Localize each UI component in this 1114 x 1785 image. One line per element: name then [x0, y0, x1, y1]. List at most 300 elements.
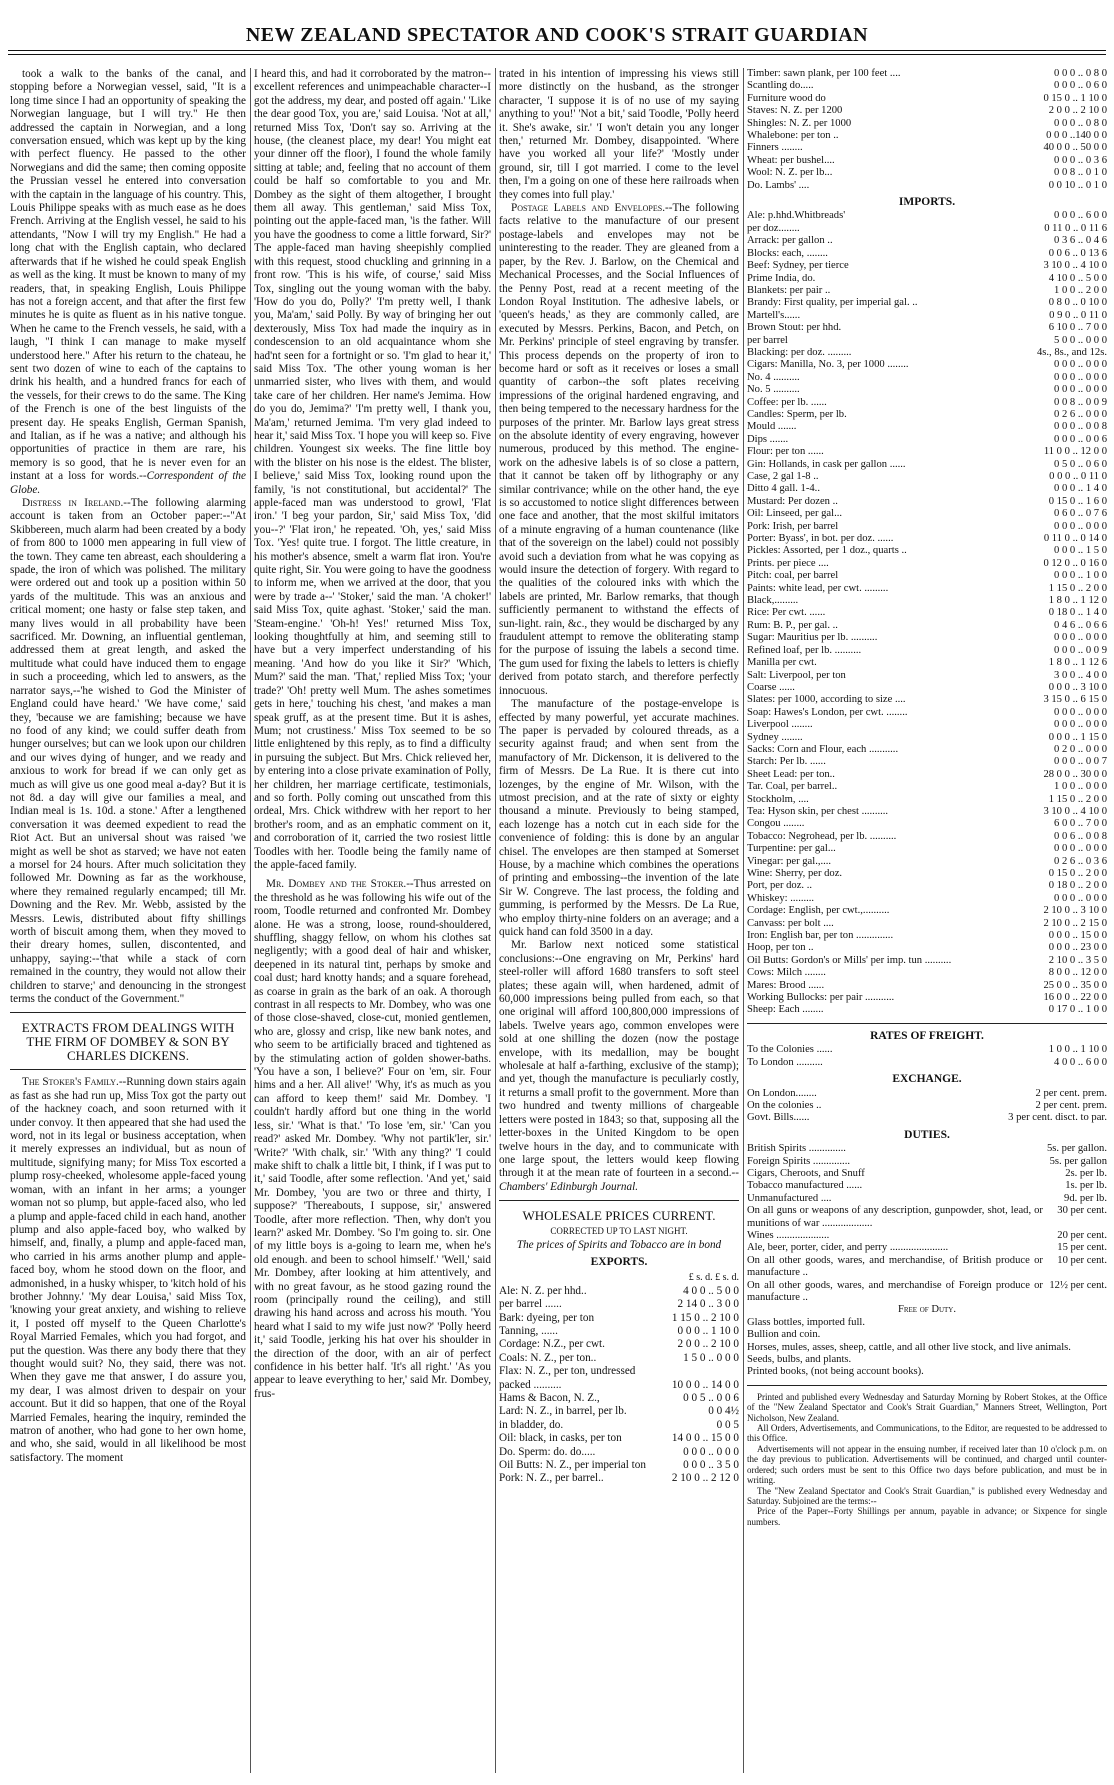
price-item: Tobacco: Negrohead, per lb. .......... [747, 830, 897, 842]
price-value: 2 10 0 .. 2 12 0 [671, 1472, 739, 1485]
price-row [747, 781, 1107, 793]
price-value: 0 0 0 .. 6 0 0 [1054, 210, 1107, 222]
price-item: On all other goods, wares, and merchandise of Foreign produce or manufacture .. [747, 1279, 1043, 1303]
price-value: 14 0 0 .. 15 0 0 [671, 1432, 739, 1445]
price-item: Cigars: Manilla, No. 3, per 1000 ........ [747, 359, 909, 371]
price-row [747, 434, 1107, 446]
price-row [747, 142, 1107, 154]
price-value: 0 0 0 .. 0 0 8 [1054, 421, 1107, 433]
price-value: 0 0 5 [716, 1418, 739, 1431]
price-row [747, 496, 1107, 508]
price-item: Porter: Byass', in bot. per doz. ...... [747, 533, 894, 545]
price-row [747, 223, 1107, 235]
price-item: Canvass: per bolt .... [747, 917, 834, 929]
price-item: Soap: Hawes's London, per cwt. ........ [747, 706, 908, 718]
price-item: Port, per doz. .. [747, 880, 813, 892]
price-value: 1 15 0 .. 2 0 0 [1048, 582, 1107, 594]
price-row [747, 1168, 1107, 1180]
price-item: Mould ....... [747, 421, 797, 433]
price-value: 30 per cent. [1057, 1205, 1107, 1217]
price-item: To the Colonies ...... [747, 1044, 833, 1056]
price-row [747, 570, 1107, 582]
price-row [747, 583, 1107, 595]
price-row [747, 105, 1107, 117]
price-row [747, 732, 1107, 744]
price-value: 0 0 0 .. 0 0 7 [1054, 756, 1107, 768]
price-item: Working Bullocks: per pair ........... [747, 992, 895, 1004]
price-row [747, 818, 1107, 830]
price-row [747, 1088, 1107, 1100]
price-value: 3 15 0 .. 6 15 0 [1043, 694, 1107, 706]
price-item: Tar. Coal, per barrel.. [747, 781, 838, 793]
duties-heading: DUTIES. [904, 1128, 950, 1141]
price-row [747, 967, 1107, 979]
price-row [747, 707, 1107, 719]
price-item: Liverpool ........ [747, 719, 813, 731]
price-item: Wool: N. Z. per lb... [747, 167, 833, 179]
price-value: 0 0 10 .. 0 1 0 [1048, 179, 1107, 191]
article-paragraph: The manufacture of the postage-envelope is effected by many powerful, yet accurate machines. The paper is pervaded by coloured threads, as a security against fraud; and when sent from the manufactory of Mr. Dickenson, it is delivered to the firm of Messrs. De La Rue. It is there cut into lozenges, by the engine of Mr. Wilson, with the utmost precision, and at the rate of sixty or eighty thousand a minute. Previously to being stamped, each lozenge has a notch cut in each side for the convenience of folding: this is done by an angular chisel. The envelopes are then stamped at Somerset House, by a machine which combines the operations of printing and embossing--the invention of the late Sir W. Congreve. The last process, the folding and gumming, is performed by the Messrs. De La Rue, who employ thirty-nine folders on an average; and a quick hand can fold 3500 in a day. [499, 698, 739, 938]
price-row [747, 68, 1107, 80]
price-row [747, 980, 1107, 992]
price-value: 2 14 0 .. 3 0 0 [677, 1298, 739, 1311]
price-row [747, 273, 1107, 285]
price-value: 1 0 0 .. 1 10 0 [1048, 1044, 1107, 1056]
price-value: 1s. per lb. [1065, 1180, 1107, 1192]
price-row [499, 1446, 739, 1459]
price-value: 0 17 0 .. 1 0 0 [1048, 1004, 1107, 1016]
exports-table [499, 1285, 739, 1486]
price-row [747, 719, 1107, 731]
price-row [747, 459, 1107, 471]
price-row [747, 880, 1107, 892]
price-row [747, 1255, 1107, 1280]
price-value: 0 6 0 .. 0 7 6 [1054, 508, 1107, 520]
price-value: 0 9 0 .. 0 11 0 [1049, 309, 1107, 321]
price-item: Iron: English bar, per ton .............. [747, 930, 894, 942]
price-item: Staves: N. Z. per 1200 [747, 105, 843, 117]
price-row [747, 1100, 1107, 1112]
price-row [747, 992, 1107, 1004]
price-row [747, 310, 1107, 322]
price-value: 2 per cent. prem. [1035, 1099, 1107, 1111]
price-row [747, 645, 1107, 657]
price-item: Pickles: Assorted, per 1 doz., quarts .. [747, 545, 907, 557]
prices-title: WHOLESALE PRICES CURRENT. [522, 1208, 716, 1224]
freight-heading: RATES OF FREIGHT. [870, 1029, 984, 1042]
price-item: Brandy: First quality, per imperial gal. .. [747, 297, 918, 309]
price-value: 0 8 0 .. 0 10 0 [1048, 297, 1107, 309]
price-value: 0 0 0 .. 1 0 0 [1054, 570, 1107, 582]
price-item: Whalebone: per ton .. [747, 130, 839, 142]
price-row [747, 322, 1107, 334]
price-item: Sheet Lead: per ton.. [747, 768, 835, 780]
price-value: 5s. per gallon [1049, 1155, 1107, 1167]
price-value: 0 15 0 .. 1 10 0 [1043, 92, 1107, 104]
column-divider [743, 68, 744, 1773]
price-value: 2 0 0 .. 2 10 0 [677, 1338, 739, 1351]
price-value: 0 2 0 .. 0 0 0 [1054, 743, 1107, 755]
price-item: Pitch: coal, per barrel [747, 570, 839, 582]
price-row [747, 155, 1107, 167]
price-item: Mustard: Per dozen .. [747, 495, 838, 507]
price-row [747, 297, 1107, 309]
price-value: 0 0 0 .. 1 10 0 [677, 1324, 739, 1337]
price-item: Prints. per piece .... [747, 557, 829, 569]
price-item: in bladder, do. [499, 1418, 564, 1431]
price-item: To London .......... [747, 1056, 823, 1068]
price-row [747, 942, 1107, 954]
price-item: Hoop, per ton .. [747, 942, 814, 954]
imports-table [747, 210, 1107, 1016]
price-value: 0 11 0 .. 0 14 0 [1043, 533, 1107, 545]
price-item: Refined loaf, per lb. .......... [747, 644, 862, 656]
section-rule [499, 1200, 739, 1201]
article-source: Chambers' Edinburgh Journal. [499, 1180, 639, 1193]
price-row [747, 248, 1107, 260]
price-item: Wine: Sherry, per doz. [747, 868, 843, 879]
price-item: Wines .................... [747, 1229, 830, 1241]
column-1 [10, 68, 246, 1773]
price-row [747, 856, 1107, 868]
price-row [747, 533, 1107, 545]
price-value: 0 0 0 .. 0 0 0 [1054, 384, 1107, 396]
price-value: 2s. per lb. [1065, 1167, 1107, 1179]
price-row [747, 607, 1107, 619]
price-value: 0 0 0 .. 0 0 0 [1054, 892, 1107, 904]
price-item: On the colonies .. [747, 1099, 822, 1111]
price-item: Sheep: Each ........ [747, 1004, 824, 1016]
price-row [499, 1379, 739, 1392]
price-item: Ditto 4 gall. 1-4.. [747, 483, 820, 495]
imports-heading: IMPORTS. [898, 196, 956, 209]
price-value: 15 per cent. [1057, 1242, 1107, 1254]
price-value: 1 15 0 .. 2 10 0 [671, 1311, 739, 1324]
price-item: On all guns or weapons of any description, gunpowder, shot, lead, or munitions of war ................... [747, 1205, 1043, 1229]
price-row [499, 1405, 739, 1418]
imprint-paragraph: Advertisements will not appear in the ensuing number, if received later than 10 o'clock p.m. on the day previous to publication. Advertisements will be continued, and charged until counter-ordered; such orders must be sent to this Office two days before publication, and must be in writing. [747, 1443, 1107, 1486]
price-value: 1 0 0 .. 2 0 0 [1054, 284, 1107, 296]
price-row [747, 670, 1107, 682]
price-value: 1 0 0 .. 0 0 0 [1054, 781, 1107, 793]
price-value: 0 0 0 .. 0 6 0 [1054, 80, 1107, 92]
price-row [747, 260, 1107, 272]
price-value: 3 0 0 .. 4 0 0 [1054, 669, 1107, 681]
price-row [747, 955, 1107, 967]
price-value: 0 15 0 .. 1 6 0 [1048, 495, 1107, 507]
price-row [499, 1459, 739, 1472]
price-row [747, 508, 1107, 520]
price-row [747, 471, 1107, 483]
price-item: Pork: Irish, per barrel [747, 520, 839, 532]
timber-table [747, 68, 1107, 192]
price-item: Sugar: Mauritius per lb. .......... [747, 632, 878, 644]
price-item: Congou ........ [747, 818, 805, 830]
price-value: 9d. per lb. [1064, 1192, 1107, 1204]
price-item: Blacking: per doz. ......... [747, 346, 852, 358]
price-row [747, 558, 1107, 570]
price-row [747, 1230, 1107, 1242]
price-row [499, 1392, 739, 1405]
price-item: Coals: N. Z., per ton.. [499, 1351, 597, 1364]
price-item: Paints: white lead, per cwt. ......... [747, 582, 889, 594]
price-row [499, 1298, 739, 1311]
price-item: Dips ....... [747, 433, 789, 445]
article-heading: Postage Labels and Envelopes. [511, 202, 666, 215]
price-row [747, 657, 1107, 669]
price-row [747, 421, 1107, 433]
price-item: Vinegar: per gal.,.... [747, 855, 832, 867]
article-paragraph: Mr. Barlow next noticed some statistical conclusions:--One engraving on Mr, Perkins' hard steel-roller will afford 1680 transfers to soft steel plates; these again will, when hardened, admit of 60,000 impressions being pulled from each, so that one original will afford 100,800,000 impressions of labels. Twelve years ago, common envelopes were sold at one shilling the dozen (now the postage envelope, with its medallion, may be bought wholesale at half a-farthing, exclusive of the stamp); and yet, though the manufacture is peculiarly costly, it returns a small profit to the government. More than two hundred and twenty millions of chargeable letters were posted in 1843; so that, supposing all the letter-boxes in the United Kingdom to be open twelve hours in the day, and to communicate with one large spout, the letters would keep flowing through it at the mean rate of fourteen in a second.--Chambers' Edinburgh Journal. [499, 939, 739, 1193]
article-paragraph: took a walk to the banks of the canal, and stopping before a Norwegian vessel, said, "It is a long time since I had an opportunity of speaking the Norwegian language, but I will try." He then addressed the captain in Norwegian, and a long conversation ensued, which was kept up by the king with perfect fluency. He passed to the other Norwegians and did the same; then coming opposite the Prussian vessel he entered into conversation with the captain in the language of his country. This, Louis Philippe speaks with as much ease as he does French. Arriving at the English vessel, he said to his attendants, "Now I will try my English." He had a long chat with the English captain, who declared afterwards that if he wished he could speak English as well as the king. It must be known to many of my readers, that, in speaking English, Louis Philippe has not a foreign accent, and that after the first few minutes he is quite as fluent as in his native tongue. When he came to the French vessels, he said, with a laugh, "I think I can manage to make myself understood here." After his return to the chateau, he sent two dozen of wine to each of the captains to drink his health, and a hundred francs for each of the vessels, for their crews to do the same. The King of the French is one of the best linguists of the present day. He speaks English, German Spanish, and Italian, as if he was a native; and although his opportunities of practice in them are rare, his memory is so good, that he is never even for an instant at a loss for words.--Correspondent of the Globe. [10, 68, 246, 496]
imprint-paragraph: All Orders, Advertisements, and Communications, to the Editor, are requested to be addressed to this Office. [747, 1423, 1107, 1444]
price-row [747, 409, 1107, 421]
article-paragraph: trated in his intention of impressing his views still more distinctly on the husband, as the stronger character, 'I suppose it is of no use of my saying anything to you!' 'Not a bit,' said Toodle, 'Polly heerd it. She's awake, sir.' 'I won't detain you any longer then,' returned Mr. Dombey, disappointed. 'Where have you worked all your life?' 'Mostly under ground, sir, till I got married. I come to the level then, I'm a going on one of these here railroads when they comes into full play.' [499, 68, 739, 201]
imprint [747, 1392, 1107, 1527]
price-value: 2 10 0 .. 3 5 0 [1048, 954, 1107, 966]
price-item: Arrack: per gallon .. [747, 235, 833, 247]
article-paragraph: Postage Labels and Envelopes.--The following facts relative to the manufacture of our present postage-labels and envelopes may not be uninteresting to the reader. They are gleaned from a paper, by the Rev. J. Barlow, on the Chemical and Mechanical Processes, and the Social Influences of the Penny Post, read at a recent meeting of the London Royal Institution. The adhesive labels, or 'queen's heads,' as they are commonly called, are executed by Messrs. Perkins, Bacon, and Petch, on Mr. Perkins' principle of steel engraving by transfer. This process depends on the property of iron to become hard or soft as it receives or loses a small quantity of carbon--the soft plates receiving impressions of the original hardened engraving, and then being tempered to the necessary hardness for the purposes of the printer. Mr. Barlow lays great stress on the absolute identity of every engraving, however numerous, produced by this method. The engine-work on the adhesive labels is of so close a pattern, that it cannot be taken off by lithography or any similar contrivance; while on the other hand, the eye is so accustomed to notice slight differences between one face and another, that the most skilful imitators of a minute engraving of a human countenance (like that of the sovereign on the label) could not possibly avoid such a deviation from what he was copying as would insure the detection of forgery. With regard to the qualities of the coloured inks with which the labels are printed, Mr. Barlow remarks, that though sufficiently permanent to withstand the effects of sun-light. rain, &c., they would be discharged by any fraudulent attempt to remove the obliterating stamp for the purpose of issuing the labels a second time. The gum used for fixing the labels to letters is chiefly derived from potato starch, and therefore perfectly innocuous. [499, 202, 739, 697]
price-value: 0 0 0 .. 0 0 0 [1054, 706, 1107, 718]
price-item: Blocks: each, ........ [747, 247, 828, 259]
price-item: Tobacco manufactured ...... [747, 1180, 863, 1192]
price-item: Prime India, do. [747, 272, 816, 284]
price-row [747, 843, 1107, 855]
price-item: Tanning, ...... [499, 1324, 558, 1337]
free-item: Seeds, bulbs, and plants. [747, 1354, 852, 1366]
freight-table [747, 1044, 1107, 1069]
column-3 [499, 68, 739, 1773]
price-value: 0 0 0 .. 0 8 0 [1054, 68, 1107, 79]
price-item: Oil: Linseed, per gal... [747, 508, 843, 520]
price-row [747, 93, 1107, 105]
free-item: Printed books, (not being account books). [747, 1366, 924, 1378]
price-item: Blankets: per pair .. [747, 284, 831, 296]
price-value: 0 0 0 .. 0 0 9 [1054, 644, 1107, 656]
price-row [747, 1143, 1107, 1155]
price-value: 5s. per gallon. [1046, 1143, 1107, 1155]
price-item: packed .......... [499, 1378, 562, 1391]
price-value: 0 0 8 .. 0 1 0 [1054, 167, 1107, 179]
price-row [747, 632, 1107, 644]
price-item: per doz........ [747, 222, 800, 234]
price-value: 0 0 0 .. 0 11 0 [1049, 471, 1107, 482]
imprint-paragraph: Price of the Paper--Forty Shillings per annum, payable in advance; or Sixpence for single numbers. [747, 1506, 1107, 1527]
price-row [499, 1352, 739, 1365]
price-item: Rice: Per cwt. ...... [747, 607, 826, 619]
price-item: Do. Sperm: do. do..... [499, 1445, 596, 1458]
section-title: EXTRACTS FROM DEALINGS WITH THE FIRM OF DOMBEY & SON BY CHARLES DICKENS. [21, 1020, 235, 1064]
price-value: 0 0 6 .. 0 13 6 [1048, 247, 1107, 259]
exports-heading: EXPORTS. [590, 1255, 648, 1268]
price-item: Manilla per cwt. [747, 657, 817, 669]
article-heading: The Stoker's Family. [22, 1076, 119, 1089]
price-item: Do. Lambs' .... [747, 179, 810, 191]
price-value: 0 0 0 .. 0 3 6 [1054, 154, 1107, 166]
price-value: 4 0 0 .. 6 0 0 [1054, 1056, 1107, 1068]
price-item: Rum: B. P., per gal. .. [747, 619, 838, 631]
price-item: Timber: sawn plank, per 100 feet .... [747, 68, 901, 79]
price-row [747, 868, 1107, 880]
price-item: Flour: per ton ...... [747, 446, 824, 458]
price-value: 0 0 4½ [708, 1405, 739, 1418]
price-row [747, 682, 1107, 694]
price-row [747, 595, 1107, 607]
price-value: 2 0 0 .. 2 10 0 [1048, 105, 1107, 117]
price-value: 6 0 0 .. 7 0 0 [1054, 818, 1107, 830]
price-value: 0 0 0 .. 0 0 0 [1054, 371, 1107, 383]
column-2 [254, 68, 491, 1773]
free-list [747, 1317, 1107, 1379]
price-value: 0 0 0 .. 0 0 0 [1054, 843, 1107, 855]
price-value: 0 18 0 .. 2 0 0 [1048, 880, 1107, 892]
price-row [499, 1338, 739, 1351]
price-item: Ale, beer, porter, cider, and perry ...................... [747, 1242, 949, 1254]
price-value: 4 0 0 .. 5 0 0 [683, 1284, 739, 1297]
price-row [747, 930, 1107, 942]
price-value: 0 0 0 .. 0 0 0 [1054, 520, 1107, 532]
price-item: Govt. Bills...... [747, 1112, 810, 1124]
price-item: On London........ [747, 1087, 817, 1099]
price-value: 0 0 0 ..140 0 0 [1046, 130, 1107, 142]
price-row [499, 1325, 739, 1338]
price-item: Cordage: N.Z., per cwt. [499, 1338, 605, 1351]
price-value: 0 0 0 .. 0 0 0 [683, 1445, 739, 1458]
price-item: Tea: Hyson skin, per chest .......... [747, 805, 889, 817]
column-4 [747, 68, 1107, 1773]
price-value: 2 per cent. prem. [1035, 1087, 1107, 1099]
price-value: 2 10 0 .. 2 15 0 [1043, 917, 1107, 929]
price-row [747, 359, 1107, 371]
prices-note: The prices of Spirits and Tobacco are in bond [516, 1238, 722, 1251]
exchange-table [747, 1088, 1107, 1125]
price-value: 16 0 0 .. 22 0 0 [1043, 992, 1107, 1004]
price-value: 0 2 6 .. 0 3 6 [1054, 855, 1107, 867]
price-value: 0 0 0 .. 3 5 0 [683, 1459, 739, 1472]
price-value: 8 0 0 .. 12 0 0 [1048, 967, 1107, 979]
price-value: 4 10 0 .. 5 0 0 [1048, 272, 1107, 284]
price-value: 10 0 0 .. 14 0 0 [671, 1378, 739, 1391]
article-paragraph: Distress in Ireland.--The following alarming account is taken from an October paper:--"At Skibbereen, much alarm had been created by a body of from 800 to 1000 men appearing in full view of the town. They came ten abreast, each shouldering a spade, the iron of which was polished. The military were ordered out and took up a position within 50 yards of the multitude. This was an anxious and critical moment; one hasty or false step taken, and many lives would in all probability have been sacrificed. Mr. Downing, an influential gentleman, addressed them at great length, and asked the multitude what could have induced them to engage in such a proceeding, which led to answers, as the narrator says,--'he wished to God the Minister of England could have heard.' 'We have come,' said they, 'because we are famishing; because we have no food of any kind; we could suffer death from hunger ourselves; but can we look upon our children and our wives dying of hunger, and we ready and anxious to work for bread if we can only get as much as will give us one good meal a-day? But it is not 8d. a day will give our families a meal, and Indian meal is 1s. 10d. a stone.' After a lengthened conversation it was deemed expedient to read the Riot Act. But an universal shout was raised 'we might as well be shot as starved; we have not eaten a morsel for 24 hours. After much solicitation they followed Mr. Downing as far as the workhouse, where they remained regularly encamped; till Mr. Downing and the Rev. Mr. Webb, assisted by the Messrs. Lewis, distributed about fifty shillings worth of biscuit among them, when they moved to their dreary homes, sullen, discontented, and unhappy, saying:--'that while a stack of corn remained in the country, they would not allow their children to starve;' and denouncing in the strongest terms the conduct of the Government." [10, 497, 246, 1006]
price-item: Shingles: N. Z. per 1000 [747, 117, 852, 129]
price-item: Pork: N. Z., per barrel.. [499, 1472, 604, 1485]
free-item: Bullion and coin. [747, 1329, 821, 1341]
price-value: 0 15 0 .. 2 0 0 [1048, 868, 1107, 879]
price-value: 0 12 0 .. 0 16 0 [1043, 557, 1107, 569]
price-row [747, 1156, 1107, 1168]
price-item: Cows: Milch ........ [747, 967, 826, 979]
price-row [499, 1419, 739, 1432]
free-item: Horses, mules, asses, sheep, cattle, and all other live stock, and live animals. [747, 1341, 1071, 1353]
price-value: 1 8 0 .. 1 12 6 [1048, 657, 1107, 669]
masthead-rule [8, 50, 1106, 55]
price-row [747, 545, 1107, 557]
price-item: On all other goods, wares, and merchandise, of British produce or manufacture .. [747, 1254, 1043, 1279]
price-item: Furniture wood do [747, 92, 826, 104]
price-row [747, 1180, 1107, 1192]
article-paragraph: Mr. Dombey and the Stoker.--Thus arrested on the threshold as he was following his wife out of the room, Toodle returned and confronted Mr. Dombey alone. He was a strong, loose, round-shouldered, shuffling, shaggy fellow, on whom his clothes sat negligently; with a good deal of hair and whisker, deepened in its natural tint, perhaps by smoke and coal dust; hard knotty hands; and a square forehead, as coarse in grain as the bark of an oak. A thorough contrast in all respects to Mr. Dombey, who was one of those close-shaved, close-cut, monied gentlemen, who are, glossy and crisp, like new bank notes, and who seem to be artificially braced and tightened as by the stimulating action of golden shower-baths. 'You have a son, I believe?' Four on 'em, sir. Four hims and a her. All alive!' 'Why, it's as much as you can afford to keep them!' said Mr. Dombey. 'I couldn't hardly afford but one thing in the world less, sir.' 'What is that.' 'To lose 'em, sir.' 'Can you read?' asked Mr. Dombey. 'Why not partik'ler, sir.' 'Write?' 'With chalk, sir.' 'With any thing?' 'I could make shift to chalk a little bit, I think, if I was put to it,' said Toodle, after some reflection. 'And yet,' said Mr. Dombey, 'you are two or three and thirty, I suppose?' 'Thereabouts, I suppose, sir,' answered Toodle, after more reflection. 'Then, why don't you learn?' asked Mr. Dombey. 'So I'm going to. sir. One of my little boys is a-going to learn me, when he's old enough. and been to school himself.' 'Well,' said Mr. Dombey, after looking at him attentively, and with no great favour, as he stood gazing round the room (principally round the ceiling), and still drawing his hand across and across his mouth. 'You heard what I said to my wife just now?' 'Polly heerd it,' said Toodle, jerking his hat over his shoulder in the direction of the door, with an air of perfect confidence in his better half. 'It's all right.' 'As you appear to leave everything to her,' said Mr. Dombey, frus- [254, 878, 491, 1400]
price-row [499, 1312, 739, 1325]
price-row [747, 521, 1107, 533]
price-row [747, 1242, 1107, 1254]
price-value: 0 0 0 .. 1 5 0 [1054, 545, 1107, 557]
price-item: Sydney ........ [747, 731, 803, 743]
price-value: 1 8 0 .. 1 12 0 [1048, 595, 1107, 607]
price-item: Sacks: Corn and Flour, each ........... [747, 743, 899, 755]
price-value: 0 0 0 .. 3 10 0 [1048, 681, 1107, 693]
price-row [747, 1280, 1107, 1305]
price-value: 0 0 0 .. 0 0 0 [1054, 632, 1107, 644]
price-row [747, 620, 1107, 632]
price-item: Bark: dyeing, per ton [499, 1311, 595, 1324]
price-item: Oil: black, in casks, per ton [499, 1432, 622, 1445]
price-value: 0 4 6 .. 0 6 6 [1054, 619, 1107, 631]
price-row [747, 694, 1107, 706]
price-item: Martell's...... [747, 309, 801, 321]
price-item: Stockholm, .... [747, 793, 809, 805]
article-paragraph: I heard this, and had it corroborated by the matron--excellent references and unimpeachable character--I got the address, my dear, and posted off again.' 'Like the dear good Tox, you are,' said Louisa. 'Not at all,' returned Miss Tox, 'Don't say so. Arriving at the house, (the cleanest place, my dear! You might eat your dinner off the floor), I found the whole family sitting at table; and, feeling that no account of them could be half so comfortable to you and Mr. Dombey as the sight of them altogether, I brought them all away. This gentleman,' said Miss Tox, pointing out the apple-faced man, 'is the father. Will you have the goodness to come a little forward, Sir?' The apple-faced man having sheepishly complied with this request, stood chuckling and grinning in a front row. 'This is his wife, of course,' said Miss Tox, singling out the young woman with the baby. 'How do you do, Polly?' 'I'm pretty well, I thank you, Ma'am,' said Polly. By way of bringing her out dexterously, Miss Tox had made the inquiry as in condescension to an old acquaintance whom she had'nt seen for a fortnight or so. 'I'm glad to hear it,' said Miss Tox. 'The other young woman is her unmarried sister, who lives with them, and would take care of her children. Her name's Jemima. How do you do, Jemima?' 'I'm pretty well, I thank you, Ma'am,' returned Jemima. 'I'm very glad indeed to hear it,' said Miss Tox. 'I hope you will keep so. Five children. Youngest six weeks. The fine little boy with the blister on his nose is the eldest. The blister, I believe,' said Miss Tox, looking round upon the family, 'is not constitutional, but accidental?' The apple-faced man was understood to growl, 'Flat iron.' 'I beg your pardon, Sir,' said Miss Tox, 'did you--?' 'Flat iron,' he repeated. 'Oh, yes,' said Miss Tox. 'Yes! quite true. I forgot. The little creature, in his mother's absence, smelt a warm flat iron. You're quite right, Sir. You were going to have the goodness to inform me, when we arrived at the door, that you were by trade a--' 'Stoker,' said the man. 'A choker!' said Miss Tox, quite aghast. 'Stoker,' said the man. 'Steam-engine.' 'Oh-h! Yes!' returned Miss Tox, looking thoughtfully at him, and seeming still to have but a very imperfect understanding of his meaning. 'And how do you like it Sir?' 'Which, Mum?' said the man. 'That,' replied Miss Tox; 'your trade?' 'Oh! pretty well Mum. The ashes sometimes gets in here,' touching his chest, 'and makes a man speak gruff, as at the present time. But it is ashes, Mum; not crustiness.' Miss Tox seemed to be so little enlightened by this reply, as to find a difficulty in pursuing the subject. But Mrs. Chick relieved her, by entering into a close private examination of Polly, her children, her marriage certificate, testimonials, and so forth. Polly coming out unscathed from this ordeal, Mrs. Chick withdrew with her report to her brother's room, and as an emphatic comment on it, and corroboration of it, carried the two rosiest little Toodles with her. Toodle being the family name of the apple-faced family. [254, 68, 491, 871]
price-value: 1 15 0 .. 2 0 0 [1048, 793, 1107, 805]
price-value: 25 0 0 .. 35 0 0 [1043, 979, 1107, 991]
price-item: Slates: per 1000, according to size .... [747, 694, 906, 706]
price-row [747, 397, 1107, 409]
section-rule [747, 1023, 1107, 1024]
price-item: Scantling do..... [747, 80, 814, 92]
prices-subtitle: CORRECTED UP TO LAST NIGHT. [550, 1226, 688, 1237]
price-row [747, 335, 1107, 347]
price-value: 0 2 6 .. 0 0 0 [1054, 408, 1107, 420]
price-row [499, 1365, 739, 1378]
price-row [747, 744, 1107, 756]
price-row [747, 1112, 1107, 1124]
price-row [747, 806, 1107, 818]
price-value: 3 per cent. disct. to par. [1008, 1112, 1107, 1124]
imprint-paragraph: Printed and published every Wednesday and Saturday Morning by Robert Stokes, at the Office of the "New Zealand Spectator and Cook's Strait Guardian," Manners Street, Wellington, Port Nicholson, New Zealand. [747, 1391, 1107, 1423]
article-heading: Mr. Dombey and the Stoker. [266, 878, 407, 891]
price-value: 0 0 8 .. 0 0 9 [1054, 396, 1107, 408]
price-item: per barrel [747, 334, 788, 346]
price-row [747, 918, 1107, 930]
price-item: No. 4 .......... [747, 371, 800, 383]
price-value [661, 1365, 739, 1378]
price-value: 12½ per cent. [1049, 1279, 1107, 1291]
price-item: Brown Stout: per hhd. [747, 322, 842, 334]
price-item: Flax: N. Z., per ton, undressed [499, 1365, 636, 1378]
column-divider [250, 68, 251, 1773]
price-row [747, 1044, 1107, 1056]
price-value: 2 10 0 .. 3 10 0 [1043, 905, 1107, 917]
price-row [747, 756, 1107, 768]
price-value: 0 18 0 .. 1 4 0 [1048, 607, 1107, 619]
article-source: Correspondent of the Globe. [10, 470, 246, 496]
price-value: 5 0 0 .. 0 0 0 [1054, 334, 1107, 346]
price-row [747, 167, 1107, 179]
price-row [747, 285, 1107, 297]
price-row [747, 210, 1107, 222]
price-row [747, 1193, 1107, 1205]
price-value: 0 0 5 .. 0 0 6 [683, 1392, 739, 1404]
price-item: Hams & Bacon, N. Z., [499, 1392, 600, 1404]
price-item: Coffee: per lb. ...... [747, 396, 827, 408]
price-item: British Spirits .............. [747, 1143, 846, 1155]
price-value: 0 11 0 .. 0 11 6 [1044, 222, 1107, 234]
price-item: Finners ........ [747, 142, 803, 154]
price-item: Beef: Sydney, per tierce [747, 260, 849, 272]
price-value: 0 0 0 .. 1 4 0 [1054, 483, 1107, 495]
section-rule [747, 1385, 1107, 1386]
duties-table [747, 1143, 1107, 1304]
price-item: Cigars, Cheroots, and Snuff [747, 1167, 865, 1179]
